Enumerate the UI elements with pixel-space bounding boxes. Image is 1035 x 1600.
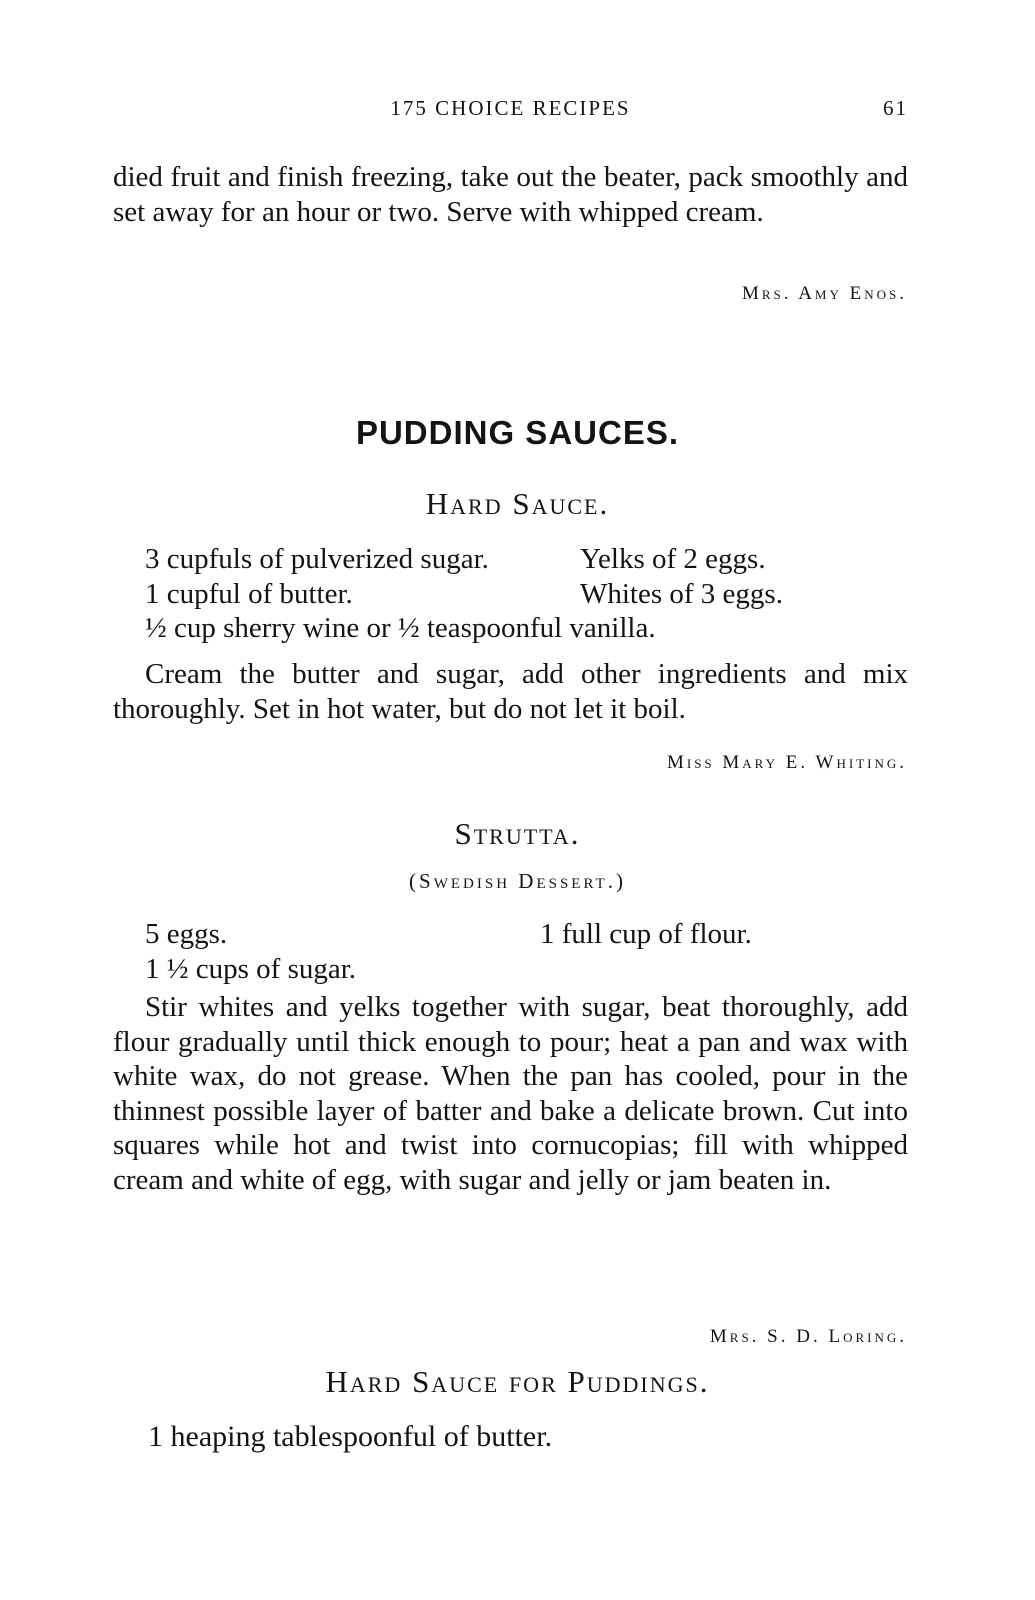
strutta-ingredients bbox=[145, 917, 905, 986]
ingredient-right: 1 full cup of flour. bbox=[540, 918, 752, 950]
ingredient-row bbox=[145, 542, 905, 577]
ingredient-row bbox=[145, 952, 905, 987]
hard-sauce-signature: Miss Mary E. Whiting. bbox=[666, 752, 907, 773]
hard-sauce-puddings-title: Hard Sauce for Puddings. bbox=[325, 1364, 710, 1399]
intro-signature: Mrs. Amy Enos. bbox=[741, 283, 907, 304]
strutta-subtitle: (Swedish Dessert.) bbox=[409, 869, 626, 893]
ingredient-left: 5 eggs. bbox=[145, 918, 228, 950]
running-title: 175 CHOICE RECIPES bbox=[390, 96, 631, 120]
ingredient-right: Whites of 3 eggs. bbox=[580, 577, 783, 610]
running-header bbox=[113, 96, 908, 126]
ingredient-left: 1 cupful of butter. bbox=[145, 577, 353, 610]
hard-sauce-puddings-ingredient: 1 heaping tablespoonful of butter. bbox=[148, 1420, 553, 1453]
strutta-title: Strutta. bbox=[454, 816, 581, 851]
hard-sauce-ingredients bbox=[145, 542, 905, 646]
section-title: PUDDING SAUCES. bbox=[355, 414, 680, 451]
ingredient-full: 1 ½ cups of sugar. bbox=[145, 952, 357, 985]
ingredient-row bbox=[145, 611, 905, 646]
ingredient-row bbox=[145, 917, 905, 952]
ingredient-left: 3 cupfuls of pulverized sugar. bbox=[145, 543, 489, 575]
strutta-directions: Stir whites and yelks together with sugar, beat thoroughly, add flour gradually until thick enough to pour; heat a pan and wax with white wax, do not grease. When the pan has cooled, pour in the thinnest possible layer of batter and bake a delicate brown. Cut into squares while hot and twist into cornucopias; fill with whipped cream and white of egg, with sugar and jelly or jam beaten in. bbox=[113, 991, 908, 1196]
hard-sauce-directions: Cream the butter and sugar, add other ingredients and mix thoroughly. Set in hot water, but do not let it boil. bbox=[113, 658, 908, 725]
hard-sauce-title: Hard Sauce. bbox=[425, 486, 610, 521]
strutta-signature: Mrs. S. D. Loring. bbox=[709, 1326, 907, 1347]
page-number: 61 bbox=[883, 96, 908, 120]
ingredient-full: ½ cup sherry wine or ½ teaspoonful vanilla. bbox=[145, 612, 656, 644]
intro-paragraph: died fruit and finish freezing, take out the beater, pack smoothly and set away for an hour or two. Serve with whipped cream. bbox=[113, 161, 908, 228]
ingredient-right: Yelks of 2 eggs. bbox=[580, 543, 766, 575]
ingredient-row bbox=[145, 577, 905, 612]
